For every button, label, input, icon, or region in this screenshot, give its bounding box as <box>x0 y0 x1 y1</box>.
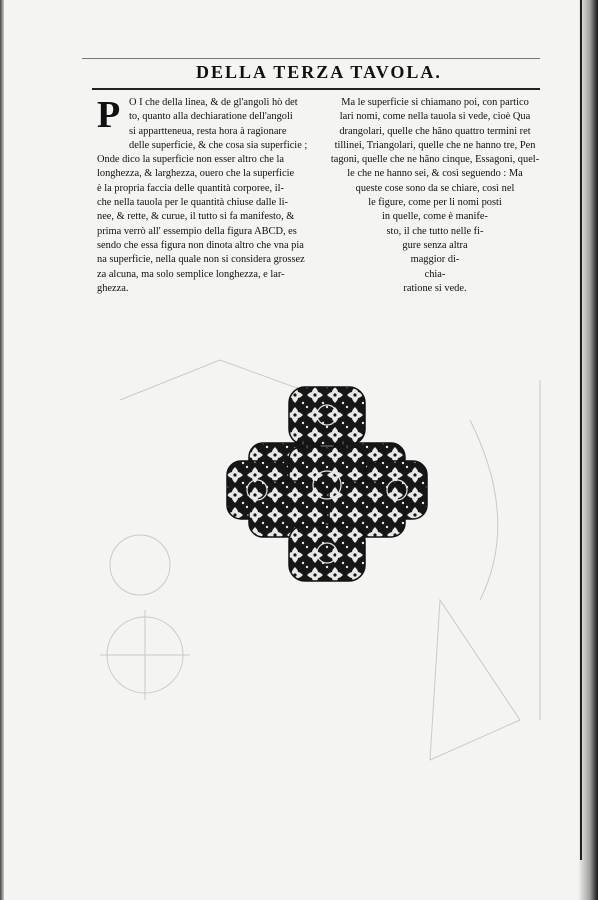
text-line: O I che della linea, & de gl'angoli hò det <box>129 97 298 108</box>
text-line: gure senza altra <box>402 239 468 251</box>
text-line: queste cose sono da se chiare, così nel <box>355 182 515 194</box>
text-line: na superficie, nella quale non si considera grossez <box>97 254 305 266</box>
drop-cap: P <box>97 94 121 136</box>
page-title: DELLA TERZA TAVOLA. <box>196 62 442 82</box>
text-line: delle superficie, & che cosa sia superficie ; <box>129 139 308 151</box>
text-line: ghezza. <box>97 282 129 294</box>
text-line: le figure, come per li nomi posti <box>368 197 502 209</box>
text-line: in quelle, come è manife- <box>382 211 488 223</box>
text-line: za alcuna, ma solo semplice longhezza, e lar- <box>97 268 285 280</box>
text-line: chia- <box>424 268 446 280</box>
text-line: prima verrò all' essempio della figura ABCD, es <box>97 225 297 237</box>
text-line: longhezza, & larghezza, ouero che la superficie <box>97 168 295 180</box>
floral-cross-ornament <box>225 385 430 585</box>
text-line: Onde dico la superficie non esser altro che la <box>97 154 284 166</box>
text-line: maggior di- <box>410 254 460 266</box>
text-line: sto, il che tutto nelle fi- <box>386 225 484 237</box>
left-text-column <box>97 96 309 296</box>
text-line: tillinei, Triangolari, quelle che ne hanno tre, Pen <box>334 139 536 151</box>
text-line: drangolari, quelle che hãno quattro termini ret <box>339 125 531 137</box>
text-line: nee, & rette, & curue, il tutto si fa manifesto, & <box>97 211 295 223</box>
text-line: Ma le superficie si chiamano poi, con partico <box>341 97 529 108</box>
title-rule <box>92 88 540 90</box>
text-line: le che ne hanno sei, & così seguendo : Ma <box>347 168 523 180</box>
text-line: sendo che essa figura non dinota altro che vna pia <box>97 239 304 251</box>
text-line: si appartteneua, resta hora à ragionare <box>129 125 287 137</box>
text-line: che nella tauola per le quantità chiuse dalle li- <box>97 197 288 209</box>
text-line: to, quanto alla dechiaratione dell'angoli <box>129 111 293 123</box>
right-text-column <box>328 96 542 296</box>
text-line: lari nomi, come nella tauola si vede, cioè Qua <box>339 111 531 123</box>
text-line: ratione si vede. <box>403 282 467 294</box>
header-border <box>82 58 540 59</box>
text-line: tagoni, quelle che ne hãno cinque, Essagoni, quel- <box>330 154 540 166</box>
text-line: è la propria faccia delle quantità corporee, il- <box>97 182 284 194</box>
